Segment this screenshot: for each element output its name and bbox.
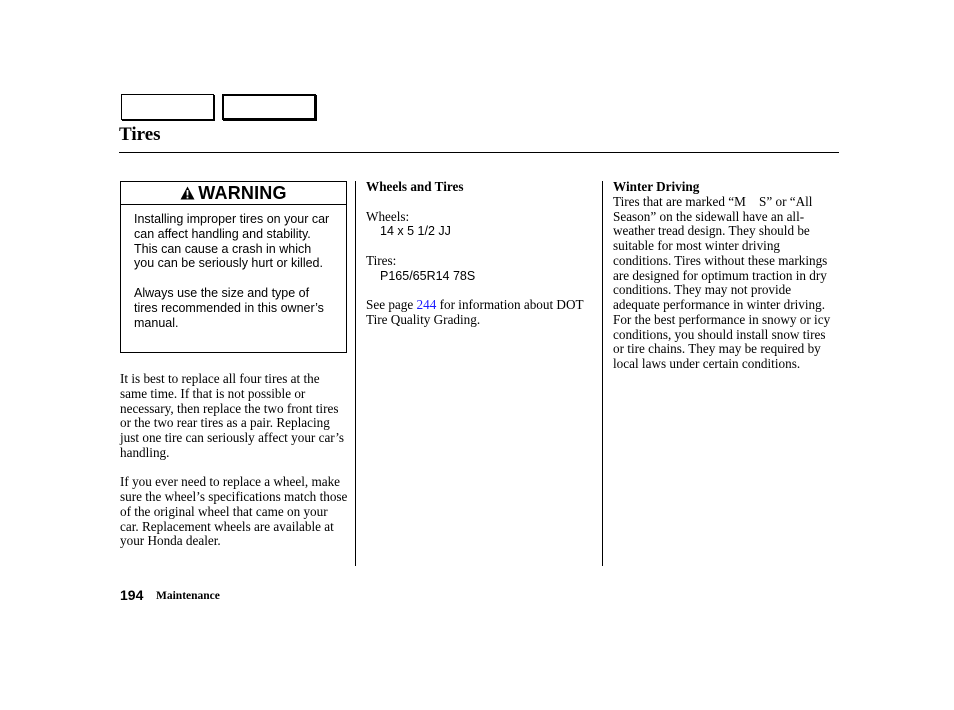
- warning-box: [120, 181, 347, 353]
- warning-label: WARNING: [198, 182, 287, 203]
- wheels-and-tires-section: [366, 180, 596, 328]
- winter-paragraph-2: For the best performance in snowy or icy conditions, you should install snow tires or tire chains. They may be required by local laws under certain conditions.: [613, 311, 831, 371]
- see-page-suffix: for information about DOT Tire Quality Grading.: [366, 297, 584, 327]
- section-heading-wheels-tires: Wheels and Tires: [366, 179, 464, 194]
- title-divider: [119, 152, 839, 153]
- page-title: Tires: [119, 124, 161, 145]
- nav-button-previous[interactable]: [121, 94, 214, 120]
- section-heading-winter-driving: Winter Driving: [613, 179, 700, 194]
- nav-button-next[interactable]: [222, 94, 316, 120]
- body-paragraph-1: It is best to replace all four tires at the same time. If that is not possible or necessary, then replace the two front tires or the two rear tires as a pair. Replacing just one tire can seriously affect your car’s handling.: [120, 371, 344, 460]
- page-number: 194: [120, 587, 144, 603]
- warning-header: [121, 182, 346, 205]
- column-divider-2: [602, 181, 603, 566]
- page-244-link[interactable]: 244: [416, 297, 437, 312]
- see-page-prefix: See page: [366, 297, 417, 312]
- body-paragraph-2: If you ever need to replace a wheel, make sure the wheel’s specifications match those of the original wheel that came on your car. Replacement wheels are available at your Honda dealer.: [120, 474, 348, 549]
- winter-driving-section: [613, 180, 839, 372]
- section-name: Maintenance: [156, 590, 220, 602]
- column-divider-1: [355, 181, 356, 566]
- warning-body: [121, 205, 346, 331]
- warning-triangle-icon: [180, 186, 195, 200]
- tires-label: Tires:: [366, 252, 397, 268]
- warning-text-2: Always use the size and type of tires recommended in this owner’s manual.: [134, 286, 324, 330]
- column-1-text: [120, 372, 348, 564]
- see-page-note: [366, 298, 596, 328]
- winter-paragraph-1: Tires that are marked “M S” or “All Season” on the sidewall have an all-weather tread design. They should be suitable for most winter driving conditions. Tires without these markings are designed for optimum traction in dry conditions. They may not provide adequate performance in winter driving.: [613, 193, 831, 312]
- tires-value: P165/65R14 78S: [380, 268, 476, 283]
- wheels-value: 14 x 5 1/2 JJ: [380, 224, 451, 239]
- wheels-label: Wheels:: [366, 208, 410, 224]
- warning-text-1: Installing improper tires on your car can affect handling and stability. This can cause a crash in which you can be seriously hurt or killed.: [134, 212, 330, 271]
